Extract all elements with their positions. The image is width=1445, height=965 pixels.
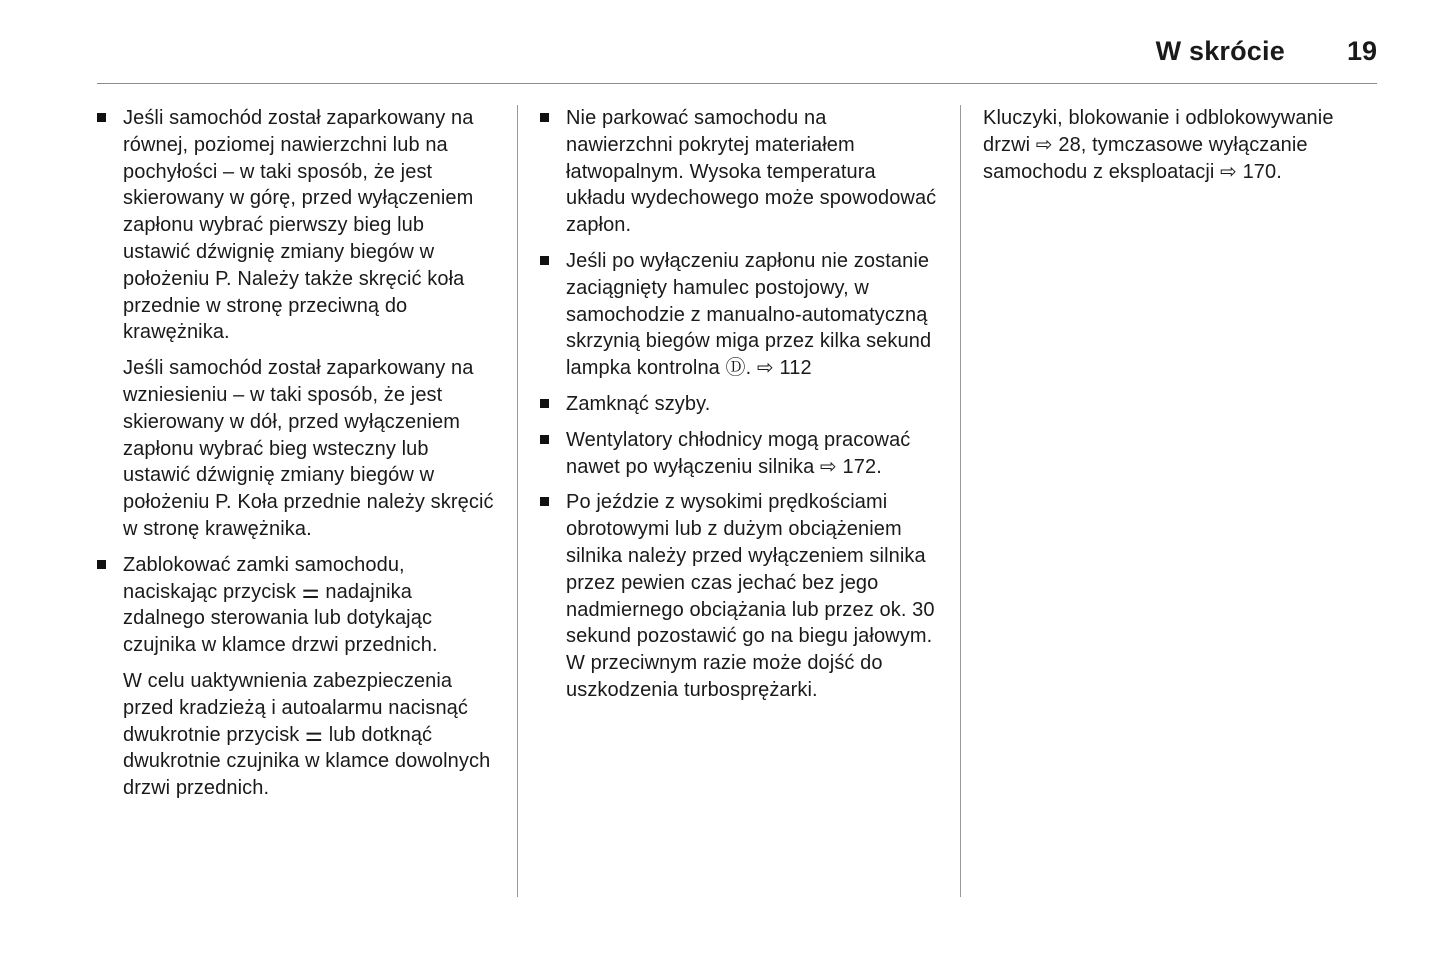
paragraph-text: Wentylatory chłodnicy mogą pracować nawet po wyłączeniu silnika ⇨ 172. (566, 428, 911, 478)
bullet-square-icon (540, 113, 549, 122)
column-divider (517, 105, 518, 897)
paragraph-text: Nie parkować samochodu na nawierzchni pokrytej materiałem łatwopalnym. Wysoka temperatura układu wydechowego może spowodować zapłon. (566, 107, 937, 237)
paragraph (983, 105, 1381, 185)
paragraph (97, 668, 495, 802)
bullet-paragraph (540, 489, 938, 703)
page-number: 19 (1346, 36, 1377, 66)
bullet-square-icon (540, 256, 549, 265)
paragraph-text: Jeśli samochód został zaparkowany na równej, poziomej nawierzchni lub na pochyłości – w taki sposób, że jest skierowany w górę, przed wyłączeniem zapłonu wybrać pierwszy bieg lub ustawić dźwignię zmiany biegów w położeniu P. Należy także skręcić koła przednie w stronę przeciwną do krawężnika. (123, 107, 474, 344)
header-rule (97, 83, 1377, 84)
bullet-paragraph (97, 552, 495, 659)
paragraph-text: Jeśli samochód został zaparkowany na wzniesieniu – w taki sposób, że jest skierowany w dół, przed wyłączeniem zapłonu wybrać bieg wsteczny lub ustawić dźwignię zmiany biegów w położeniu P. Koła przednie należy skręcić w stronę krawężnika. (123, 357, 494, 540)
section-title: W skrócie (1155, 36, 1285, 66)
paragraph-text: Zablokować zamki samochodu, naciskając przycisk ⚌ nadajnika zdalnego sterowania lub dotykając czujnika w klamce drzwi przednich. (123, 553, 438, 657)
bullet-paragraph (540, 427, 938, 481)
bullet-square-icon (540, 399, 549, 408)
bullet-square-icon (540, 497, 549, 506)
text-column (983, 105, 1381, 897)
bullet-paragraph (540, 105, 938, 239)
bullet-square-icon (540, 435, 549, 444)
text-column (97, 105, 495, 897)
page-header (97, 30, 1377, 67)
bullet-paragraph (540, 391, 938, 418)
bullet-paragraph (540, 248, 938, 382)
paragraph-text: Po jeździe z wysokimi prędkościami obrotowymi lub z dużym obciążeniem silnika należy przed wyłączeniem silnika przez pewien czas jechać bez jego nadmiernego obciążania lub przez ok. 30 sekund pozostawić go na biegu jałowym. W przeciwnym razie może dojść do uszkodzenia turbosprężarki. (566, 491, 935, 701)
paragraph-text: W celu uaktywnienia zabezpieczenia przed kradzieżą i autoalarmu nacisnąć dwukrotnie przycisk ⚌ lub dotknąć dwukrotnie czujnika w klamce dowolnych drzwi przednich. (123, 669, 491, 800)
text-column (540, 105, 938, 897)
paragraph-text: Zamknąć szyby. (566, 392, 711, 415)
paragraph (97, 355, 495, 543)
paragraph-text: Jeśli po wyłączeniu zapłonu nie zostanie zaciągnięty hamulec postojowy, w samochodzie z manualno-automatyczną skrzynią biegów miga przez kilka sekund lampka kontrolna Ⓓ. ⇨ 112 (566, 249, 932, 380)
columns-container (97, 105, 1377, 897)
bullet-paragraph (97, 105, 495, 346)
column-divider (960, 105, 961, 897)
bullet-square-icon (97, 560, 106, 569)
paragraph-text: Kluczyki, blokowanie i odblokowywanie drzwi ⇨ 28, tymczasowe wyłączanie samochodu z eksploatacji ⇨ 170. (983, 107, 1334, 183)
bullet-square-icon (97, 113, 106, 122)
